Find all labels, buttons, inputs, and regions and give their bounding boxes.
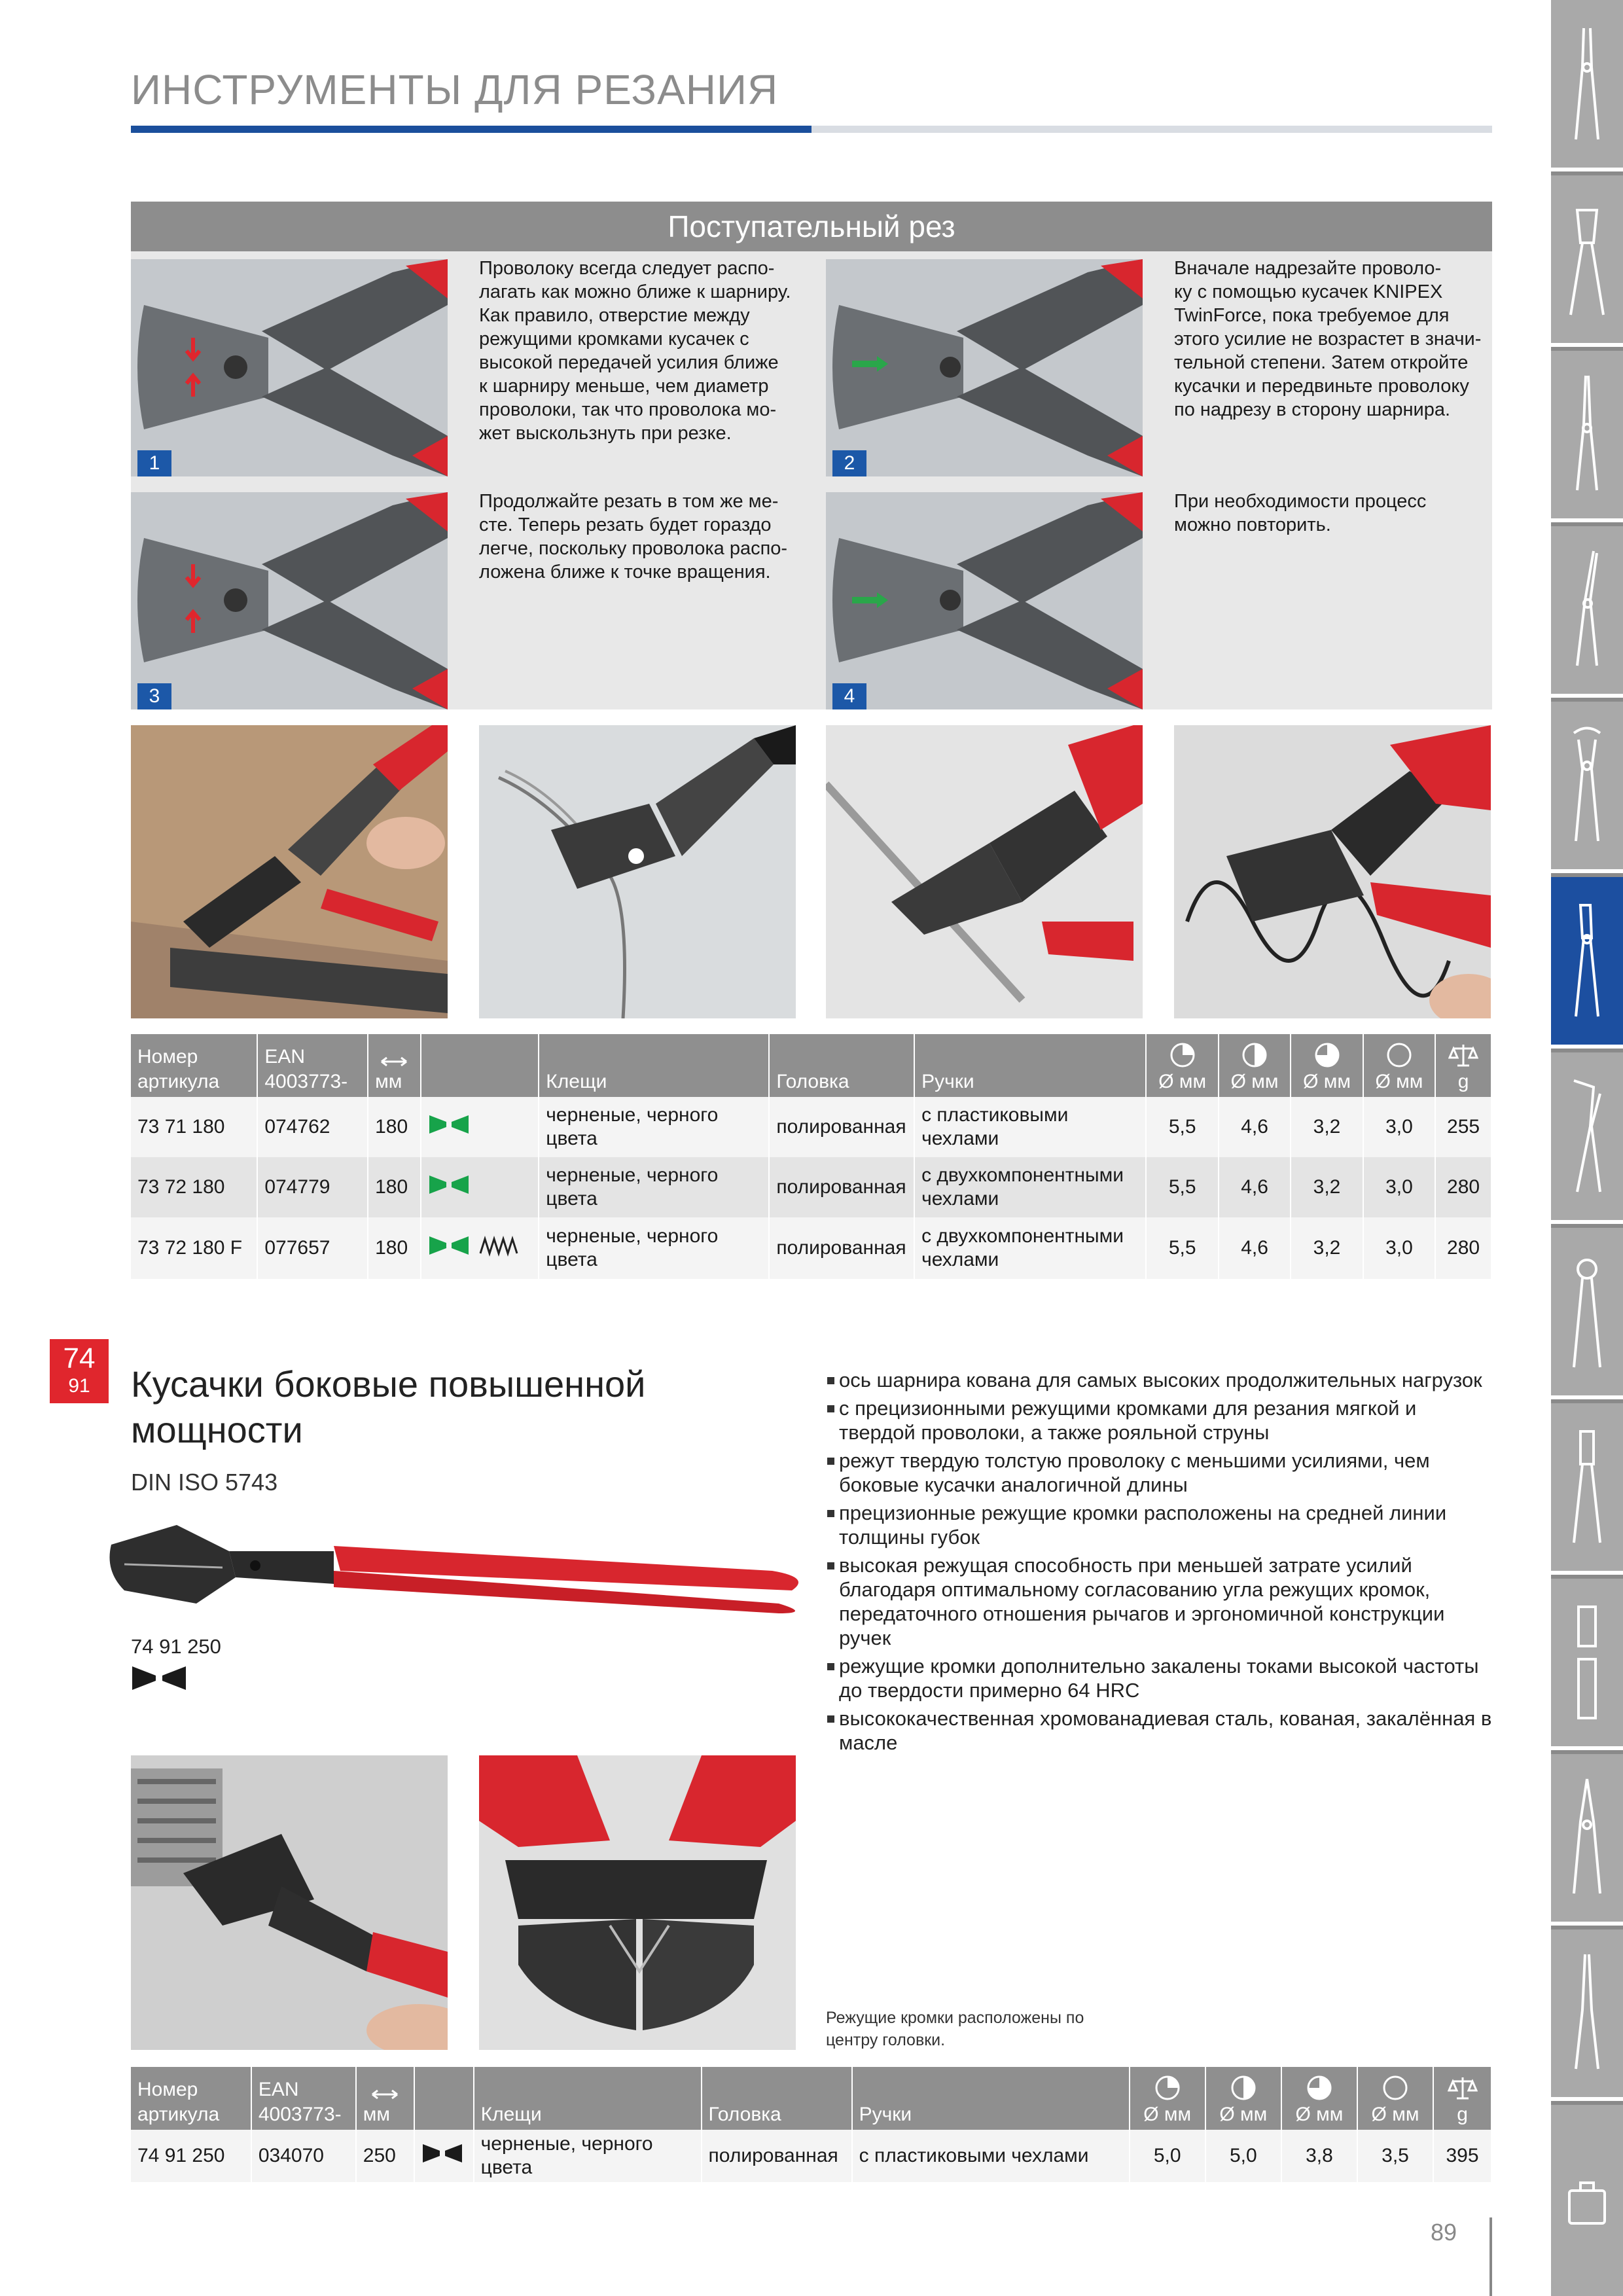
medium-wire-icon xyxy=(1241,1042,1268,1068)
photo-head-closeup xyxy=(479,1755,796,2050)
step-text-1: Проволоку всегда следует распо- лагать как можно ближе к шарниру. Как правило, отверстие между режущими кромками кусачек с высокой передачей усилия ближе к шарниру меньше, чем диаметр проволоки, так что проволока мо- жет выскользнуть при резке. xyxy=(479,258,791,444)
long-nose-pliers-icon xyxy=(1564,372,1610,497)
cell-length: 180 xyxy=(368,1217,421,1279)
hard-wire-icon xyxy=(1306,2075,1332,2101)
step-photo-2 xyxy=(826,259,1143,476)
crimping-pliers-icon xyxy=(1564,197,1610,321)
page-number-rule xyxy=(1489,2217,1492,2296)
col-head: Головка xyxy=(702,2067,852,2130)
cell-hard-wire: 3,2 xyxy=(1291,1097,1363,1157)
title-rule xyxy=(812,126,1492,133)
scale-icon xyxy=(1448,2075,1478,2101)
step-photo-3 xyxy=(131,492,448,709)
cell-edge xyxy=(421,1097,539,1157)
cell-article: 73 71 180 xyxy=(131,1097,257,1157)
hard-wire-icon xyxy=(1314,1042,1340,1068)
sidebar-tab-grip-pliers[interactable] xyxy=(1551,1403,1623,1575)
step-number: 3 xyxy=(137,683,171,709)
cell-handles: с пластиковыми чехлами xyxy=(852,2130,1130,2182)
category-sidebar xyxy=(1551,0,1623,2296)
sidebar-tab-tool-cases[interactable] xyxy=(1551,2105,1623,2296)
title-rule-accent xyxy=(131,126,812,133)
cell-handles: с пластиковыми чехлами xyxy=(914,1097,1146,1157)
cell-article: 73 72 180 F xyxy=(131,1217,257,1279)
length-arrow-icon xyxy=(379,1055,409,1068)
end-cutter-icon xyxy=(1564,723,1610,848)
page-number: 89 xyxy=(1431,2219,1457,2246)
feature-item: прецизионные режущие кромки расположены на средней линии толщины губок xyxy=(826,1501,1493,1549)
sidebar-tab-water-pump[interactable] xyxy=(1551,1052,1623,1224)
piano-wire-icon xyxy=(1386,1042,1412,1068)
col-weight: g xyxy=(1435,1034,1491,1097)
cell-ean: 077657 xyxy=(257,1217,368,1279)
cell-medium-wire: 4,6 xyxy=(1219,1217,1291,1279)
col-medium-wire: Ø мм xyxy=(1219,1034,1291,1097)
feature-item: режут твердую толстую проволоку с меньшими усилиями, чем боковые кусачки аналогичной длины xyxy=(826,1448,1493,1497)
bent-nose-pliers-icon xyxy=(1564,548,1610,672)
length-arrow-icon xyxy=(370,2088,400,2101)
photo-cutting-barbed-wire xyxy=(479,725,796,1018)
cell-soft-wire: 5,5 xyxy=(1146,1217,1218,1279)
spec-table-2 xyxy=(131,2067,1492,2182)
twinforce-spring-icon xyxy=(428,1234,526,1257)
col-head: Головка xyxy=(769,1034,914,1097)
section-title: Поступательный рез xyxy=(131,202,1492,251)
cell-article: 73 72 180 xyxy=(131,1157,257,1217)
spec-table-1 xyxy=(131,1034,1492,1279)
twinforce-jaw-icon xyxy=(428,1113,470,1136)
col-article: Номер артикула xyxy=(131,2067,251,2130)
piano-wire-icon xyxy=(1382,2075,1408,2101)
cell-weight: 395 xyxy=(1433,2130,1491,2182)
feature-item: высококачественная хромованадиевая сталь, кованая, закалённая в масле xyxy=(826,1706,1493,1755)
cell-weight: 280 xyxy=(1435,1157,1491,1217)
col-finish: Клещи xyxy=(539,1034,769,1097)
cell-finish: черненые, черного цвета xyxy=(539,1097,769,1157)
feature-list xyxy=(826,1368,1493,1759)
medium-wire-icon xyxy=(1230,2075,1257,2101)
col-soft-wire: Ø мм xyxy=(1146,1034,1218,1097)
grip-pliers-icon xyxy=(1564,1425,1610,1549)
col-finish: Клещи xyxy=(474,2067,702,2130)
col-ean: EAN 4003773- xyxy=(257,1034,368,1097)
cell-length: 180 xyxy=(368,1157,421,1217)
feature-item: высокая режущая способность при меньшей затрате усилий благодаря оптимальному согласованию угла режущих кромок, передаточного отношения рычагов и эргономичной конструкции ручек xyxy=(826,1553,1493,1650)
twinforce-jaw-icon xyxy=(428,1173,470,1196)
pliers-icon xyxy=(1564,22,1610,146)
photo-cutting-spring-coil xyxy=(131,1755,448,2050)
product-image xyxy=(98,1505,825,1617)
cell-ean: 034070 xyxy=(251,2130,356,2182)
cell-edge xyxy=(421,1217,539,1279)
cell-soft-wire: 5,0 xyxy=(1130,2130,1205,2182)
table-row xyxy=(131,1097,1491,1157)
product-group-number: 74 xyxy=(63,1342,96,1374)
cell-hard-wire: 3,2 xyxy=(1291,1157,1363,1217)
sidebar-tab-diagonal-cutters[interactable] xyxy=(1551,877,1623,1049)
col-weight: g xyxy=(1433,2067,1491,2130)
col-length: мм xyxy=(368,1034,421,1097)
product-standard: DIN ISO 5743 xyxy=(131,1469,278,1496)
col-piano-wire: Ø мм xyxy=(1363,1034,1435,1097)
col-length: мм xyxy=(356,2067,414,2130)
circlip-pliers-icon xyxy=(1564,1249,1610,1374)
table-row xyxy=(131,2130,1491,2182)
step-number: 4 xyxy=(832,683,866,709)
cell-hard-wire: 3,2 xyxy=(1291,1217,1363,1279)
cell-soft-wire: 5,5 xyxy=(1146,1157,1218,1217)
col-article: Номер артикула xyxy=(131,1034,257,1097)
sidebar-tab-crimping[interactable] xyxy=(1551,175,1623,347)
feature-item: ось шарнира кована для самых высоких продолжительных нагрузок xyxy=(826,1368,1493,1392)
product-title: Кусачки боковые повышенной мощности xyxy=(131,1363,646,1450)
sidebar-tab-insulated[interactable] xyxy=(1551,1579,1623,1750)
diagonal-cutter-icon xyxy=(1564,899,1610,1023)
cell-handles: с двухкомпонентными чехлами xyxy=(914,1157,1146,1217)
insulated-tool-icon xyxy=(1564,1600,1610,1725)
cell-weight: 255 xyxy=(1435,1097,1491,1157)
cell-ean: 074779 xyxy=(257,1157,368,1217)
scale-icon xyxy=(1448,1042,1478,1068)
cell-length: 180 xyxy=(368,1097,421,1157)
water-pump-pliers-icon xyxy=(1564,1074,1610,1198)
soft-wire-icon xyxy=(1154,2075,1181,2101)
col-piano-wire: Ø мм xyxy=(1357,2067,1433,2130)
cell-piano-wire: 3,0 xyxy=(1363,1217,1435,1279)
cutting-edge-icon xyxy=(421,2143,463,2164)
cell-piano-wire: 3,5 xyxy=(1357,2130,1433,2182)
cell-head: полированная xyxy=(769,1157,914,1217)
col-handles: Ручки xyxy=(914,1034,1146,1097)
col-hard-wire: Ø мм xyxy=(1281,2067,1357,2130)
table-row xyxy=(131,1217,1491,1279)
step-number: 2 xyxy=(832,450,866,476)
sidebar-tab-electrician[interactable] xyxy=(1551,1754,1623,1926)
cell-medium-wire: 4,6 xyxy=(1219,1097,1291,1157)
step-text-2: Вначале надрезайте проволо- ку с помощью кусачек KNIPEX TwinForce, пока требуемое для этого усилие не возрастет в значи- тельной степени. Затем откройте кусачки и передвиньте проволоку по надрезу в сторону шарнира. xyxy=(1174,258,1482,420)
cell-edge xyxy=(414,2130,474,2182)
product-subgroup-number: 91 xyxy=(68,1375,90,1397)
cell-ean: 074762 xyxy=(257,1097,368,1157)
photo-cutting-spring xyxy=(1174,725,1491,1018)
page-title: ИНСТРУМЕНТЫ ДЛЯ РЕЗАНИЯ xyxy=(131,66,779,113)
col-soft-wire: Ø мм xyxy=(1130,2067,1205,2130)
step-photo-4 xyxy=(826,492,1143,709)
cell-head: полированная xyxy=(702,2130,852,2182)
feature-item: с прецизионными режущими кромками для резания мягкой и твердой проволоки, а также рояльной струны xyxy=(826,1396,1493,1444)
cell-medium-wire: 5,0 xyxy=(1205,2130,1281,2182)
cell-piano-wire: 3,0 xyxy=(1363,1157,1435,1217)
cell-finish: черненые, черного цвета xyxy=(539,1217,769,1279)
table-row xyxy=(131,1157,1491,1217)
image-caption: Режущие кромки расположены по центру головки. xyxy=(826,2009,1084,2049)
cell-soft-wire: 5,5 xyxy=(1146,1097,1218,1157)
sidebar-tab-combination-pliers[interactable] xyxy=(1551,0,1623,171)
sidebar-tab-end-cutters[interactable] xyxy=(1551,702,1623,873)
product-group-badge xyxy=(50,1339,109,1403)
product-article-number: 74 91 250 xyxy=(131,1635,221,1658)
cell-article: 74 91 250 xyxy=(131,2130,251,2182)
sidebar-tab-bent-nose[interactable] xyxy=(1551,526,1623,698)
step-text-3: Продолжайте резать в том же ме- сте. Теперь резать будет гораздо легче, поскольку проволока распо- ложена ближе к точке вращения. xyxy=(479,491,788,583)
cell-length: 250 xyxy=(356,2130,414,2182)
electrician-pliers-icon xyxy=(1564,1776,1610,1900)
col-hard-wire: Ø мм xyxy=(1291,1034,1363,1097)
photo-cutting-rod xyxy=(826,725,1143,1018)
col-medium-wire: Ø мм xyxy=(1205,2067,1281,2130)
soft-wire-icon xyxy=(1169,1042,1196,1068)
step-text-4: При необходимости процесс можно повторить. xyxy=(1174,491,1427,535)
cutting-edge-icon xyxy=(131,1665,187,1695)
cell-head: полированная xyxy=(769,1097,914,1157)
cell-edge xyxy=(421,1157,539,1217)
cell-weight: 280 xyxy=(1435,1217,1491,1279)
col-handles: Ручки xyxy=(852,2067,1130,2130)
col-cutting-edge xyxy=(414,2067,474,2130)
step-number: 1 xyxy=(137,450,171,476)
col-ean: EAN 4003773- xyxy=(251,2067,356,2130)
cell-head: полированная xyxy=(769,1217,914,1279)
cell-handles: с двухкомпонентными чехлами xyxy=(914,1217,1146,1279)
cell-finish: черненые, черного цвета xyxy=(539,1157,769,1217)
sidebar-tab-precision[interactable] xyxy=(1551,1929,1623,2101)
col-cutting-edge xyxy=(421,1034,539,1097)
sidebar-tab-circlip[interactable] xyxy=(1551,1228,1623,1399)
cell-piano-wire: 3,0 xyxy=(1363,1097,1435,1157)
feature-item: режущие кромки дополнительно закалены токами высокой частоты до твердости примерно 64 HRC xyxy=(826,1654,1493,1702)
step-photo-1 xyxy=(131,259,448,476)
cell-hard-wire: 3,8 xyxy=(1281,2130,1357,2182)
cell-medium-wire: 4,6 xyxy=(1219,1157,1291,1217)
precision-pliers-icon xyxy=(1564,1951,1610,2075)
tool-case-icon xyxy=(1564,2138,1610,2263)
photo-cutting-strip xyxy=(131,725,448,1018)
cell-finish: черненые, черного цвета xyxy=(474,2130,702,2182)
sidebar-tab-long-nose[interactable] xyxy=(1551,351,1623,522)
